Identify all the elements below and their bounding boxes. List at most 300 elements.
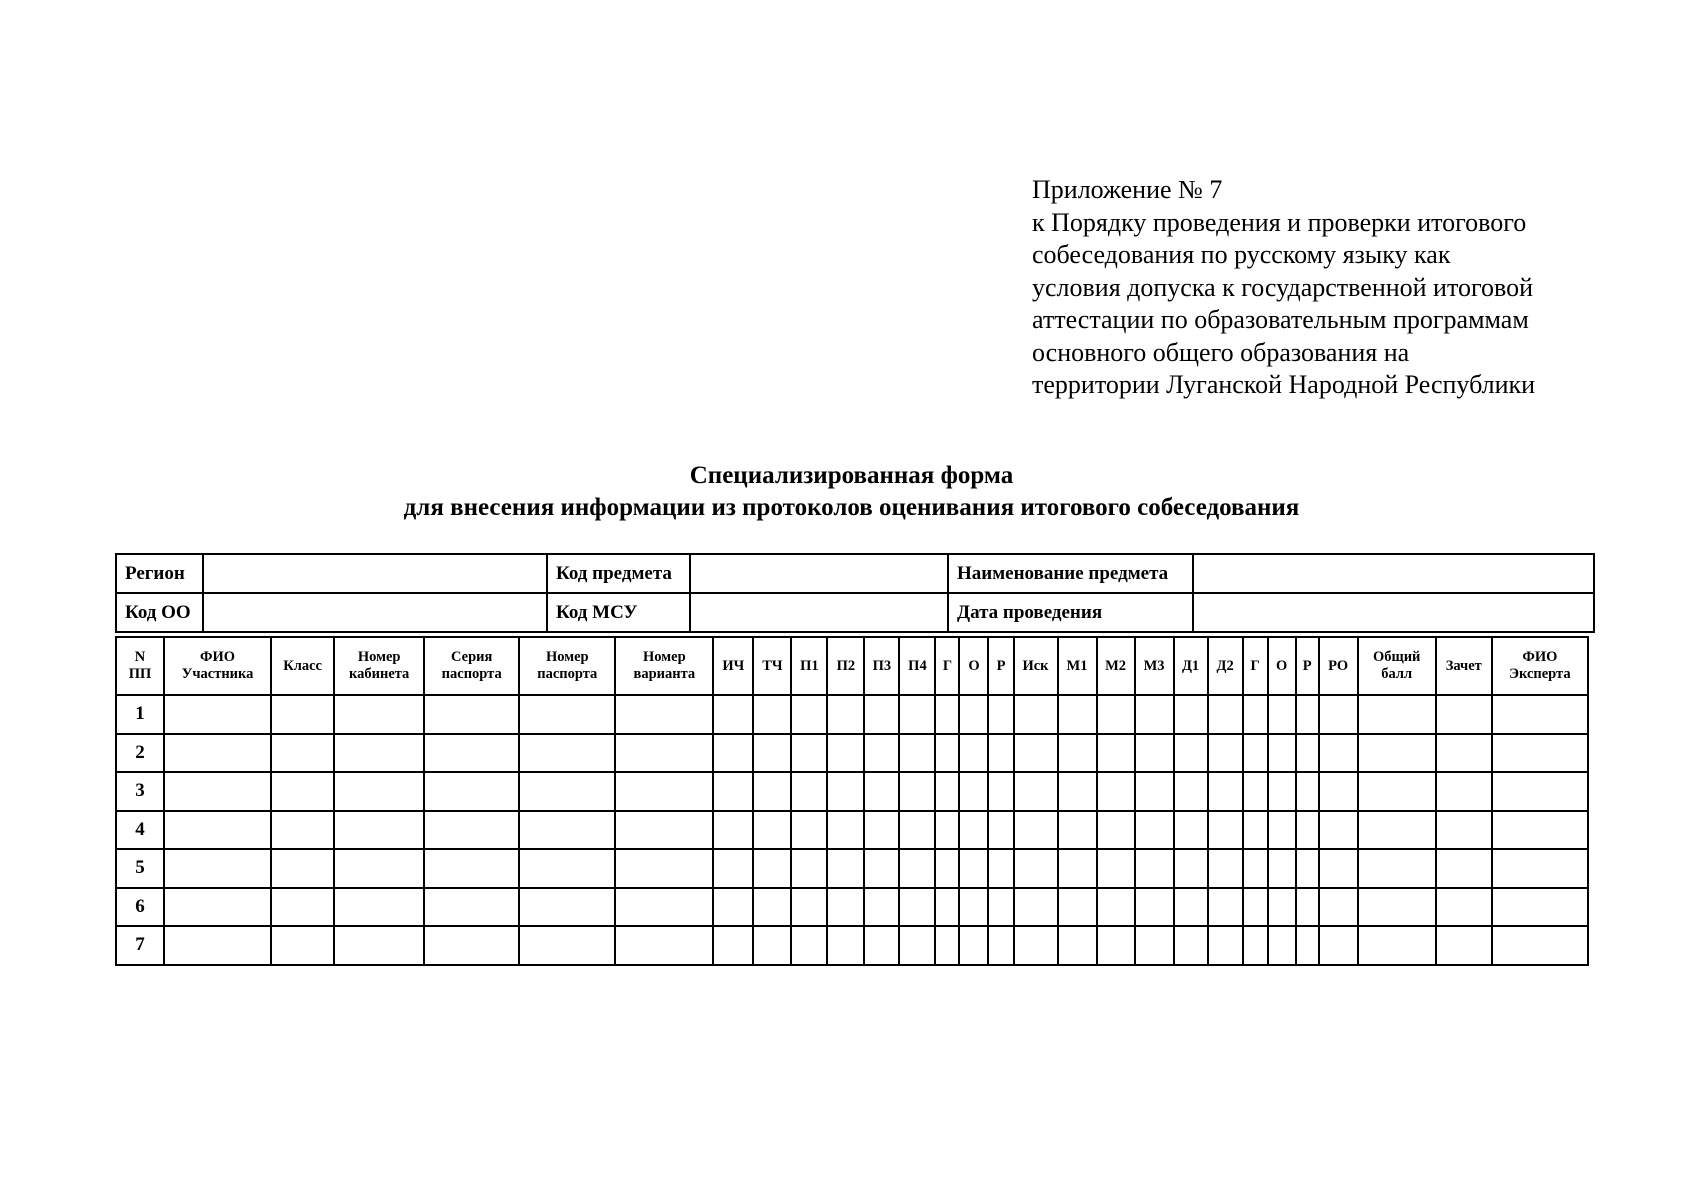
table-cell[interactable] (1097, 734, 1135, 773)
column-header-line1: Номер (357, 649, 401, 665)
table-cell[interactable] (935, 888, 959, 927)
table-cell[interactable] (519, 926, 615, 965)
table-cell[interactable] (615, 926, 713, 965)
column-header-line1: Номер (643, 649, 686, 665)
table-cell[interactable] (1358, 695, 1436, 734)
table-cell[interactable] (164, 695, 271, 734)
table-cell[interactable] (1436, 695, 1492, 734)
table-row (116, 811, 1588, 850)
table-cell[interactable] (1058, 926, 1097, 965)
column-header (1097, 637, 1135, 695)
table-row (116, 734, 1588, 773)
appendix-line: территории Луганской Народной Республики (1032, 370, 1536, 399)
table-cell[interactable] (988, 926, 1013, 965)
table-cell[interactable] (1492, 734, 1588, 773)
table-cell[interactable] (864, 811, 899, 850)
table-cell[interactable] (1492, 849, 1588, 888)
column-header (959, 637, 988, 695)
form-title: Специализированная форма (689, 462, 1014, 489)
table-cell[interactable] (334, 695, 424, 734)
column-header-line1: РО (1328, 657, 1349, 674)
row-number: 2 (116, 734, 164, 773)
table-row (116, 772, 1588, 811)
column-header-line1: Р (1302, 657, 1312, 674)
appendix-line: Приложение № 7 (1032, 175, 1223, 204)
table-cell[interactable] (1319, 849, 1358, 888)
table-cell[interactable] (1243, 926, 1268, 965)
table-cell[interactable] (1319, 811, 1358, 850)
table-cell[interactable] (519, 734, 615, 773)
table-cell[interactable] (864, 849, 899, 888)
column-header-line1: Д2 (1216, 657, 1234, 674)
table-cell[interactable] (1174, 926, 1208, 965)
form-subtitle: для внесения информации из протоколов оценивания итогового собеседования (403, 494, 1300, 521)
table-cell[interactable] (753, 811, 791, 850)
column-header-line1: Г (942, 657, 953, 674)
column-header (713, 637, 753, 695)
table-cell[interactable] (959, 695, 988, 734)
table-cell[interactable] (424, 849, 519, 888)
table-cell[interactable] (713, 772, 753, 811)
table-cell[interactable] (753, 926, 791, 965)
column-header (1208, 637, 1243, 695)
table-cell[interactable] (959, 772, 988, 811)
table-cell[interactable] (1243, 695, 1268, 734)
region-label: Регион (116, 554, 203, 593)
table-cell[interactable] (791, 888, 827, 927)
table-cell[interactable] (959, 849, 988, 888)
table-cell[interactable] (1358, 811, 1436, 850)
table-cell[interactable] (935, 772, 959, 811)
table-cell[interactable] (271, 849, 334, 888)
table-cell[interactable] (1296, 772, 1319, 811)
column-header-line1: N (134, 649, 146, 665)
table-cell[interactable] (1492, 811, 1588, 850)
appendix-note (1032, 174, 1632, 402)
table-cell[interactable] (864, 734, 899, 773)
table-cell[interactable] (713, 888, 753, 927)
table-cell[interactable] (753, 695, 791, 734)
table-cell[interactable] (1097, 811, 1135, 850)
table-cell[interactable] (334, 926, 424, 965)
table-cell[interactable] (271, 734, 334, 773)
table-row (116, 926, 1588, 965)
table-cell[interactable] (791, 811, 827, 850)
column-header-line1: Общий (1372, 649, 1421, 665)
column-header (1174, 637, 1208, 695)
table-cell[interactable] (1436, 772, 1492, 811)
column-header-line2: ПП (128, 666, 152, 682)
column-header-line1: П4 (908, 657, 927, 674)
table-cell[interactable] (753, 772, 791, 811)
column-header-line1: О (1275, 657, 1288, 674)
column-header (334, 637, 424, 695)
table-cell[interactable] (713, 734, 753, 773)
row-number: 7 (116, 926, 164, 965)
table-cell[interactable] (424, 772, 519, 811)
table-cell[interactable] (1492, 926, 1588, 965)
column-header (164, 637, 271, 695)
table-cell[interactable] (899, 926, 935, 965)
table-cell[interactable] (1243, 888, 1268, 927)
table-cell[interactable] (164, 926, 271, 965)
column-header (1358, 637, 1436, 695)
table-cell[interactable] (1097, 695, 1135, 734)
column-header-line2: варианта (633, 666, 696, 682)
table-cell[interactable] (827, 888, 864, 927)
table-cell[interactable] (1358, 888, 1436, 927)
table-cell[interactable] (164, 849, 271, 888)
table-cell[interactable] (1296, 811, 1319, 850)
column-header (1014, 637, 1058, 695)
table-cell[interactable] (1243, 772, 1268, 811)
table-cell[interactable] (899, 811, 935, 850)
table-cell[interactable] (1135, 811, 1174, 850)
column-header-line1: Д1 (1181, 657, 1200, 674)
column-header (791, 637, 827, 695)
column-header-line1: ФИО (1522, 649, 1558, 665)
table-cell[interactable] (988, 772, 1013, 811)
column-header (899, 637, 935, 695)
table-cell[interactable] (1319, 888, 1358, 927)
table-cell[interactable] (519, 772, 615, 811)
table-cell[interactable] (1058, 734, 1097, 773)
appendix-line: основного общего образования на (1032, 337, 1410, 367)
table-cell[interactable] (827, 772, 864, 811)
table-cell[interactable] (334, 811, 424, 850)
table-cell[interactable] (791, 772, 827, 811)
subject-name-field[interactable] (1193, 554, 1594, 593)
table-cell[interactable] (1358, 772, 1436, 811)
table-cell[interactable] (615, 811, 713, 850)
table-body (116, 695, 1588, 965)
column-header (1135, 637, 1174, 695)
column-header-line2: балл (1381, 666, 1413, 682)
table-cell[interactable] (864, 772, 899, 811)
table-cell[interactable] (1268, 772, 1296, 811)
table-cell[interactable] (1243, 849, 1268, 888)
table-cell[interactable] (1058, 772, 1097, 811)
table-cell[interactable] (988, 734, 1013, 773)
table-cell[interactable] (1208, 695, 1243, 734)
column-header-line1: Зачет (1445, 657, 1482, 674)
column-header (864, 637, 899, 695)
appendix-line: к Порядку проведения и проверки итогового (1032, 207, 1527, 237)
table-cell[interactable] (935, 849, 959, 888)
date-field[interactable] (1193, 593, 1594, 632)
column-header-line2: кабинета (348, 666, 410, 682)
oo-code-field[interactable] (203, 593, 547, 632)
table-cell[interactable] (334, 888, 424, 927)
column-header (519, 637, 615, 695)
table-cell[interactable] (271, 695, 334, 734)
table-cell[interactable] (1058, 888, 1097, 927)
column-header-line2: паспорта (441, 666, 502, 682)
table-cell[interactable] (713, 695, 753, 734)
date-label: Дата проведения (948, 593, 1193, 632)
table-cell[interactable] (1097, 888, 1135, 927)
table-cell[interactable] (271, 772, 334, 811)
table-cell[interactable] (1268, 734, 1296, 773)
table-cell[interactable] (164, 888, 271, 927)
table-cell[interactable] (615, 734, 713, 773)
table-cell[interactable] (959, 811, 988, 850)
table-cell[interactable] (1014, 888, 1058, 927)
table-cell[interactable] (1097, 772, 1135, 811)
table-cell[interactable] (1014, 772, 1058, 811)
appendix-line: аттестации по образовательным программам (1032, 305, 1529, 334)
table-cell[interactable] (1208, 849, 1243, 888)
column-header-line2: паспорта (537, 666, 598, 682)
table-cell[interactable] (1268, 888, 1296, 927)
column-header (753, 637, 791, 695)
table-cell[interactable] (1174, 849, 1208, 888)
table-cell[interactable] (1208, 926, 1243, 965)
results-table (115, 636, 1589, 966)
table-cell[interactable] (1135, 772, 1174, 811)
column-header-line1: О (968, 657, 980, 674)
column-header-line1: Г (1250, 657, 1260, 674)
table-cell[interactable] (827, 695, 864, 734)
column-header-line1: М2 (1105, 657, 1126, 674)
table-cell[interactable] (1358, 734, 1436, 773)
table-cell[interactable] (935, 811, 959, 850)
table-cell[interactable] (1268, 695, 1296, 734)
appendix-line: собеседования по русскому языку как (1032, 240, 1451, 269)
table-cell[interactable] (1174, 811, 1208, 850)
table-cell[interactable] (1174, 695, 1208, 734)
table-cell[interactable] (1492, 695, 1588, 734)
table-cell[interactable] (864, 926, 899, 965)
table-cell[interactable] (1135, 849, 1174, 888)
table-cell[interactable] (988, 888, 1013, 927)
table-cell[interactable] (899, 849, 935, 888)
table-cell[interactable] (424, 811, 519, 850)
table-row (116, 849, 1588, 888)
table-cell[interactable] (827, 811, 864, 850)
column-header (827, 637, 864, 695)
appendix-line: условия допуска к государственной итоговой (1032, 272, 1534, 302)
table-cell[interactable] (1436, 926, 1492, 965)
column-header-line2: Эксперта (1509, 666, 1571, 682)
table-cell[interactable] (791, 926, 827, 965)
table-cell[interactable] (519, 811, 615, 850)
table-cell[interactable] (827, 926, 864, 965)
table-cell[interactable] (1243, 811, 1268, 850)
table-cell[interactable] (334, 772, 424, 811)
table-cell[interactable] (1014, 926, 1058, 965)
table-cell[interactable] (988, 811, 1013, 850)
table-cell[interactable] (1174, 888, 1208, 927)
table-row (116, 695, 1588, 734)
table-cell[interactable] (1135, 734, 1174, 773)
table-cell[interactable] (713, 811, 753, 850)
table-cell[interactable] (519, 849, 615, 888)
table-header-row (116, 637, 1588, 695)
table-cell[interactable] (1492, 772, 1588, 811)
table-cell[interactable] (1208, 772, 1243, 811)
column-header (935, 637, 959, 695)
table-cell[interactable] (753, 888, 791, 927)
table-cell[interactable] (935, 734, 959, 773)
table-cell[interactable] (519, 888, 615, 927)
table-cell[interactable] (615, 888, 713, 927)
table-cell[interactable] (1097, 849, 1135, 888)
table-cell[interactable] (753, 734, 791, 773)
table-cell[interactable] (164, 772, 271, 811)
table-cell[interactable] (1296, 734, 1319, 773)
table-cell[interactable] (1358, 849, 1436, 888)
column-header-line1: ТЧ (762, 657, 783, 674)
column-header-line1: П2 (836, 657, 856, 674)
column-header (1296, 637, 1319, 695)
msu-code-field[interactable] (690, 593, 948, 632)
column-header-line1: Серия (451, 649, 493, 665)
row-number: 6 (116, 888, 164, 927)
table-cell[interactable] (1058, 811, 1097, 850)
table-cell[interactable] (1268, 926, 1296, 965)
table-cell[interactable] (1436, 734, 1492, 773)
column-header (1268, 637, 1296, 695)
table-cell[interactable] (1058, 695, 1097, 734)
table-cell[interactable] (899, 695, 935, 734)
table-cell[interactable] (959, 888, 988, 927)
table-cell[interactable] (935, 695, 959, 734)
table-cell[interactable] (713, 926, 753, 965)
table-cell[interactable] (791, 734, 827, 773)
table-cell[interactable] (1492, 888, 1588, 927)
table-cell[interactable] (271, 811, 334, 850)
table-cell[interactable] (1268, 811, 1296, 850)
table-cell[interactable] (1436, 849, 1492, 888)
table-cell[interactable] (424, 888, 519, 927)
table-cell[interactable] (1319, 734, 1358, 773)
table-cell[interactable] (1436, 811, 1492, 850)
msu-code-label: Код МСУ (547, 593, 690, 632)
info-row-2 (116, 593, 1594, 632)
table-cell[interactable] (1243, 734, 1268, 773)
table-cell[interactable] (1174, 772, 1208, 811)
table-cell[interactable] (615, 849, 713, 888)
table-cell[interactable] (1296, 849, 1319, 888)
column-header (1319, 637, 1358, 695)
form-info-table (115, 553, 1595, 633)
table-cell[interactable] (424, 695, 519, 734)
table-cell[interactable] (1174, 734, 1208, 773)
table-cell[interactable] (1296, 926, 1319, 965)
column-header (615, 637, 713, 695)
column-header-line1: ФИО (200, 649, 236, 665)
table-cell[interactable] (899, 888, 935, 927)
table-cell[interactable] (424, 926, 519, 965)
row-number: 1 (116, 695, 164, 734)
column-header-line1: Р (996, 657, 1006, 674)
table-cell[interactable] (164, 734, 271, 773)
table-cell[interactable] (899, 734, 935, 773)
column-header-line1: П1 (800, 657, 819, 674)
table-cell[interactable] (334, 849, 424, 888)
table-cell[interactable] (1319, 926, 1358, 965)
table-cell[interactable] (424, 734, 519, 773)
row-number: 4 (116, 811, 164, 850)
table-cell[interactable] (164, 811, 271, 850)
table-cell[interactable] (519, 695, 615, 734)
table-cell[interactable] (1014, 695, 1058, 734)
table-cell[interactable] (271, 926, 334, 965)
table-cell[interactable] (1097, 926, 1135, 965)
table-cell[interactable] (1319, 695, 1358, 734)
column-header-line1: Иск (1022, 657, 1049, 674)
table-cell[interactable] (864, 695, 899, 734)
table-cell[interactable] (899, 772, 935, 811)
table-cell[interactable] (1208, 811, 1243, 850)
table-cell[interactable] (959, 734, 988, 773)
table-cell[interactable] (615, 695, 713, 734)
table-cell[interactable] (1014, 811, 1058, 850)
table-cell[interactable] (1135, 695, 1174, 734)
table-cell[interactable] (1319, 772, 1358, 811)
table-cell[interactable] (827, 849, 864, 888)
table-cell[interactable] (1358, 926, 1436, 965)
table-cell[interactable] (1135, 888, 1174, 927)
subject-code-label: Код предмета (547, 554, 690, 593)
table-cell[interactable] (1208, 888, 1243, 927)
column-header (116, 637, 164, 695)
column-header-line2: Участника (181, 666, 254, 682)
column-header-line1: П3 (872, 657, 892, 674)
table-cell[interactable] (753, 849, 791, 888)
table-cell[interactable] (959, 926, 988, 965)
table-cell[interactable] (935, 926, 959, 965)
column-header-line1: ИЧ (722, 657, 745, 674)
column-header (988, 637, 1013, 695)
subject-code-field[interactable] (690, 554, 948, 593)
table-cell[interactable] (1014, 849, 1058, 888)
table-cell[interactable] (1296, 695, 1319, 734)
table-cell[interactable] (1268, 849, 1296, 888)
table-cell[interactable] (615, 772, 713, 811)
table-cell[interactable] (988, 849, 1013, 888)
table-cell[interactable] (791, 849, 827, 888)
table-cell[interactable] (271, 888, 334, 927)
table-cell[interactable] (1296, 888, 1319, 927)
subject-name-label: Наименование предмета (948, 554, 1193, 593)
table-cell[interactable] (1014, 734, 1058, 773)
table-cell[interactable] (1135, 926, 1174, 965)
column-header-line1: М1 (1066, 657, 1088, 674)
table-row (116, 888, 1588, 927)
table-cell[interactable] (791, 695, 827, 734)
row-number: 5 (116, 849, 164, 888)
column-header (1058, 637, 1097, 695)
table-cell[interactable] (1208, 734, 1243, 773)
table-cell[interactable] (827, 734, 864, 773)
region-field[interactable] (203, 554, 547, 593)
column-header-line1: Класс (283, 657, 322, 674)
table-cell[interactable] (1436, 888, 1492, 927)
table-cell[interactable] (334, 734, 424, 773)
column-header (271, 637, 334, 695)
table-cell[interactable] (864, 888, 899, 927)
table-cell[interactable] (1058, 849, 1097, 888)
column-header-line1: М3 (1143, 657, 1165, 674)
row-number: 3 (116, 772, 164, 811)
table-cell[interactable] (988, 695, 1013, 734)
column-header-line1: Номер (545, 649, 589, 665)
info-row-1 (116, 554, 1594, 593)
table-cell[interactable] (713, 849, 753, 888)
column-header (1243, 637, 1268, 695)
